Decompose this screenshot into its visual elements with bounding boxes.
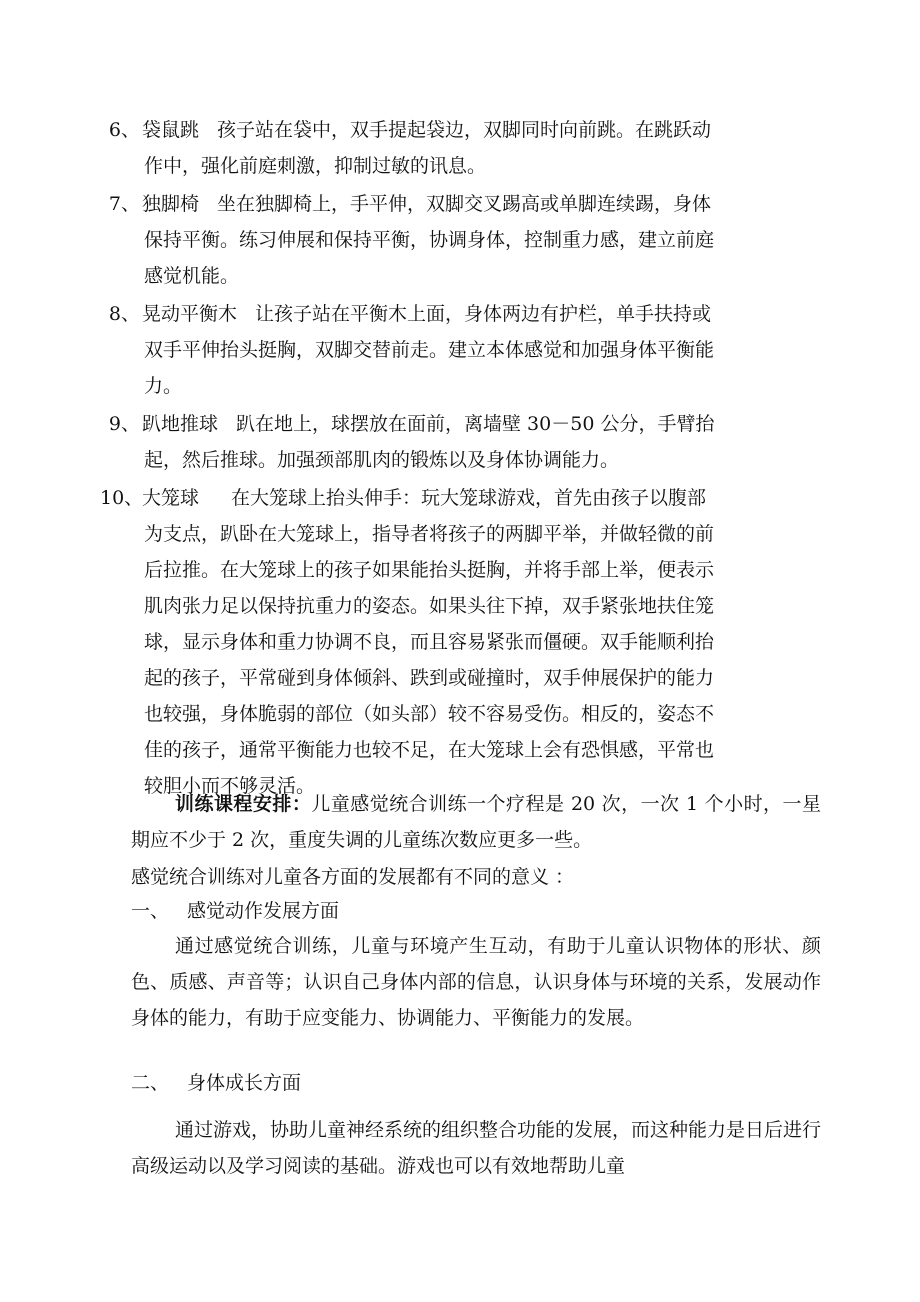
schedule-paragraph bbox=[131, 786, 821, 858]
schedule-text: 儿童感觉统合训练一个疗程是 20 次，一次 1 个小时，一星期应不少于 2 次，重度失调的儿童练次数应更多一些。 bbox=[131, 793, 821, 851]
item-text: 后拉推。在大笼球上的孩子如果能抬头挺胸，并将手部上举，便表示 bbox=[144, 559, 715, 581]
list-item-10 bbox=[100, 480, 815, 804]
section-number: 一、 bbox=[131, 900, 170, 922]
item-text: 为支点，趴卧在大笼球上，指导者将孩子的两脚平举，并做轻微的前 bbox=[144, 523, 715, 545]
item-text: 保持平衡。练习伸展和保持平衡，协调身体，控制重力感，建立前庭 bbox=[144, 229, 715, 251]
item-text: 孩子站在袋中，双手提起袋边，双脚同时向前跳。在跳跃动 bbox=[217, 119, 712, 141]
section-heading-2 bbox=[131, 1068, 301, 1098]
item-title: 独脚椅 bbox=[142, 193, 200, 215]
item-text: 感觉机能。 bbox=[144, 265, 240, 287]
item-text: 双手平伸抬头挺胸，双脚交替前走。建立本体感觉和加强身体平衡能 bbox=[144, 339, 715, 361]
section-title: 感觉动作发展方面 bbox=[187, 900, 340, 922]
section-heading-1 bbox=[131, 896, 339, 926]
section-number: 二、 bbox=[131, 1072, 170, 1094]
item-title: 晃动平衡木 bbox=[142, 303, 238, 325]
item-text: 让孩子站在平衡木上面，身体两边有护栏，单手扶持或 bbox=[255, 303, 712, 325]
item-title: 趴地推球 bbox=[142, 413, 219, 435]
item-text: 力。 bbox=[144, 375, 183, 397]
item-text: 球，显示身体和重力协调不良，而且容易紧张而僵硬。双手能顺利抬 bbox=[144, 631, 715, 653]
item-text: 起，然后推球。加强颈部肌肉的锻炼以及身体协调能力。 bbox=[144, 449, 620, 471]
item-text: 肌肉张力足以保持抗重力的姿态。如果头往下掉，双手紧张地扶住笼 bbox=[144, 595, 715, 617]
section-title: 身体成长方面 bbox=[187, 1072, 302, 1094]
item-text: 在大笼球上抬头伸手：玩大笼球游戏，首先由孩子以腹部 bbox=[231, 487, 707, 509]
item-text: 起的孩子，平常碰到身体倾斜、跌到或碰撞时，双手伸展保护的能力 bbox=[144, 667, 715, 689]
item-title: 大笼球 bbox=[142, 487, 200, 509]
item-number: 6、 bbox=[108, 119, 140, 141]
item-text: 坐在独脚椅上，手平伸，双脚交叉踢高或单脚连续踢，身体 bbox=[217, 193, 712, 215]
item-text: 较胆小而不够灵活。 bbox=[144, 775, 316, 797]
section-paragraph-1: 通过感觉统合训练，儿童与环境产生互动，有助于儿童认识物体的形状、颜色、质感、声音等；认识自己身体内部的信息，认识身体与环境的关系，发展动作身体的能力，有助于应变能力、协调能力、平衡能力的发展。 bbox=[131, 935, 821, 1029]
item-text: 作中，强化前庭刺激，抑制过敏的讯息。 bbox=[144, 155, 487, 177]
item-title: 袋鼠跳 bbox=[142, 119, 200, 141]
schedule-label: 训练课程安排： bbox=[175, 793, 312, 815]
item-text: 也较强，身体脆弱的部位（如头部）较不容易受伤。相反的，姿态不 bbox=[144, 703, 715, 725]
list-item-7 bbox=[100, 186, 815, 294]
item-text: 佳的孩子，通常平衡能力也较不足，在大笼球上会有恐惧感，平常也 bbox=[144, 739, 715, 761]
item-number: 9、 bbox=[108, 413, 140, 435]
list-item-8 bbox=[100, 296, 815, 404]
item-number: 10、 bbox=[100, 487, 144, 509]
list-item-9 bbox=[100, 406, 815, 478]
section-paragraph-2: 通过游戏，协助儿童神经系统的组织整合功能的发展，而这种能力是日后进行高级运动以及学习阅读的基础。游戏也可以有效地帮助儿童 bbox=[131, 1119, 822, 1177]
intro-text: 感觉统合训练对儿童各方面的发展都有不同的意义 ： bbox=[131, 866, 575, 888]
item-text: 趴在地上，球摆放在面前，离墙壁 30－50 公分，手臂抬 bbox=[236, 413, 715, 435]
item-number: 8、 bbox=[108, 303, 140, 325]
item-number: 7、 bbox=[108, 193, 140, 215]
list-item-6 bbox=[100, 112, 815, 184]
